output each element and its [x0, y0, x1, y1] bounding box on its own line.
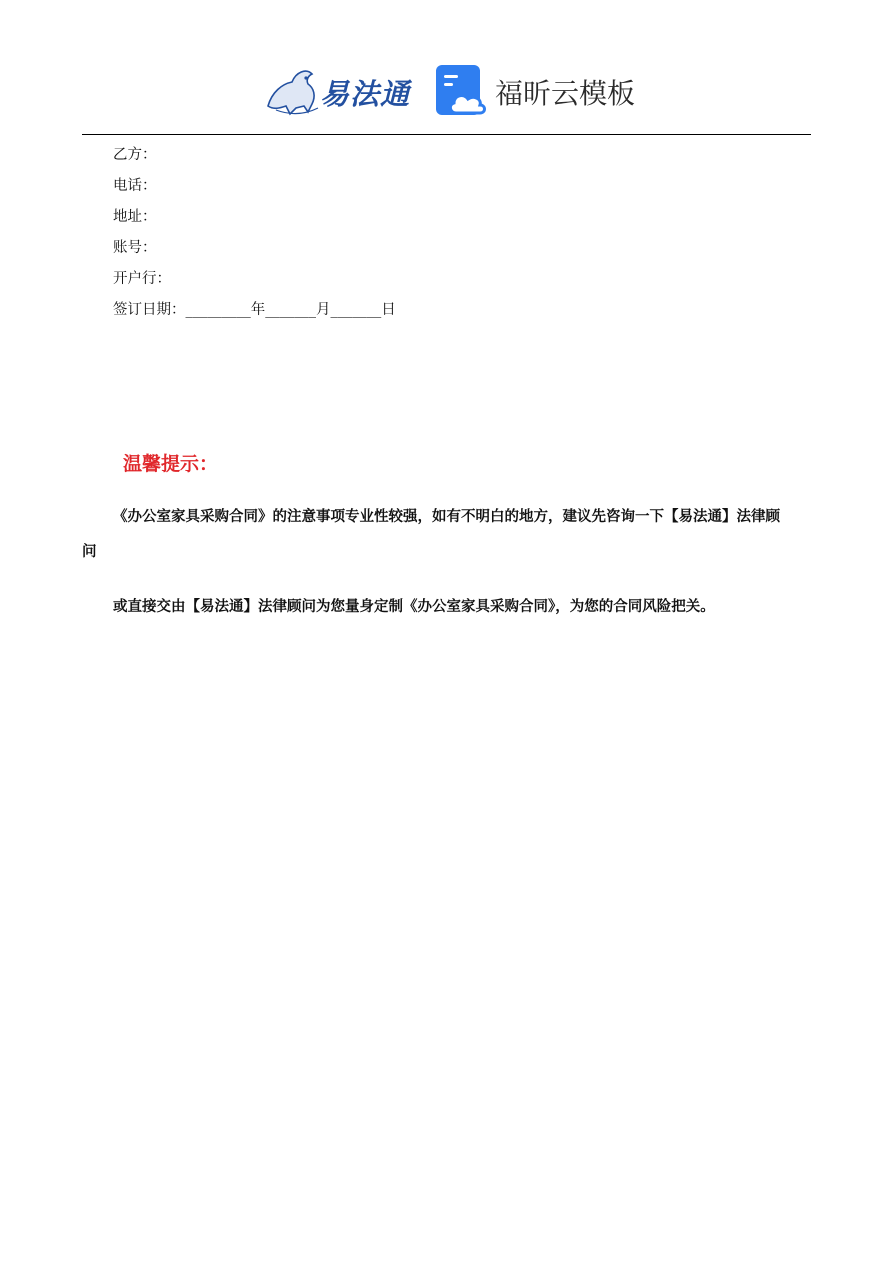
- foxit-cloud-logo-icon: [436, 65, 488, 117]
- field-phone: 电话：: [113, 178, 157, 194]
- field-address: 地址：: [113, 209, 157, 225]
- tip-title: 温馨提示：: [123, 453, 219, 475]
- field-account: 账号：: [113, 240, 157, 256]
- tip-paragraph-1-line-1: 《办公室家具采购合同》的注意事项专业性较强，如有不明白的地方，建议先咨询一下【易法通】法律顾: [113, 508, 780, 525]
- field-party-b: 乙方：: [113, 147, 157, 163]
- field-bank: 开户行：: [113, 271, 171, 287]
- field-sign-date: 签订日期：_________年_______月_______日: [113, 302, 396, 318]
- logo-foxit-template-text: 福昕云模板: [495, 77, 636, 110]
- tip-paragraph-2: 或直接交由【易法通】法律顾问为您量身定制《办公室家具采购合同》，为您的合同风险把关。: [113, 598, 715, 615]
- page-header: [0, 0, 893, 136]
- header-divider: [82, 134, 811, 135]
- logo-yifatong-text: 易法通: [320, 77, 411, 111]
- tip-paragraph-1-line-2: 问: [82, 543, 97, 560]
